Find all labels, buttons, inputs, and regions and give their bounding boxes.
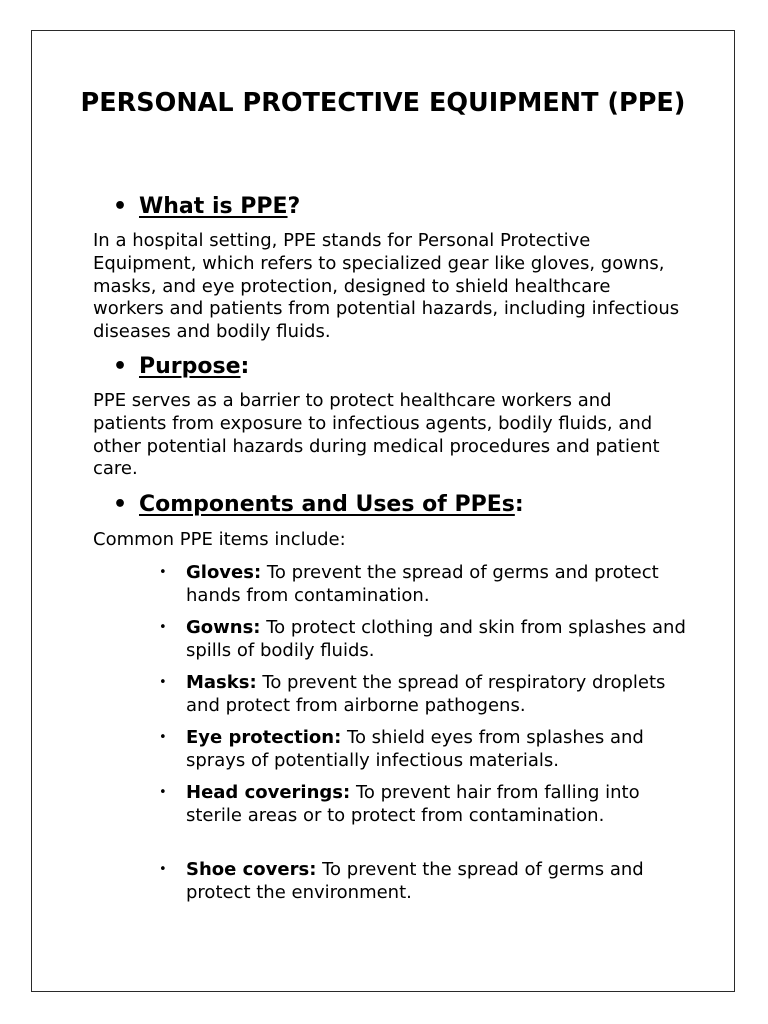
section-heading-suffix: ? — [287, 194, 301, 219]
section-paragraph-what-is-ppe: In a hospital setting, PPE stands for Personal Protective Equipment, which refers to specialized gear like gloves, gowns, masks, and eye protection, designed to shield healthcare workers and patients from potential hazards, including infectious diseases and bodily fluids. — [93, 230, 680, 343]
section-paragraph-components: Common PPE items include: — [93, 529, 346, 550]
item-description: To prevent the spread of germs and protect hands from contamination. — [186, 562, 659, 606]
item-description: To shield eyes from splashes and sprays of potentially infectious materials. — [186, 727, 644, 771]
item-description: To prevent the spread of respiratory droplets and protect from airborne pathogens. — [186, 672, 666, 716]
bullet-icon: • — [113, 492, 128, 517]
section-heading-text: Components and Uses of PPEs — [139, 492, 515, 517]
item-term: Eye protection: — [186, 727, 342, 748]
section-heading-suffix: : — [514, 492, 524, 517]
item-term: Gloves: — [186, 562, 262, 583]
bullet-icon: • — [159, 620, 167, 635]
bullet-icon: • — [159, 785, 167, 800]
item-description: To prevent hair from falling into sterile areas or to protect from contamination. — [186, 782, 640, 826]
item-term: Masks: — [186, 672, 257, 693]
item-description: To prevent the spread of germs and protect the environment. — [186, 859, 644, 903]
section-heading-text: Purpose — [139, 354, 241, 379]
bullet-icon: • — [159, 565, 167, 580]
section-heading-suffix: : — [240, 354, 250, 379]
item-term: Shoe covers: — [186, 859, 317, 880]
item-term: Gowns: — [186, 617, 261, 638]
section-paragraph-purpose: PPE serves as a barrier to protect healthcare workers and patients from exposure to infectious agents, bodily fluids, and other potential hazards during medical procedures and patient care. — [93, 390, 660, 480]
bullet-icon: • — [159, 730, 167, 745]
item-term: Head coverings: — [186, 782, 351, 803]
bullet-icon: • — [113, 354, 128, 379]
bullet-icon: • — [113, 194, 128, 219]
section-heading-text: What is PPE — [139, 194, 288, 219]
bullet-icon: • — [159, 862, 167, 877]
document-title: PERSONAL PROTECTIVE EQUIPMENT (PPE) — [80, 88, 686, 118]
item-description: To protect clothing and skin from splashes and spills of bodily fluids. — [186, 617, 686, 661]
bullet-icon: • — [159, 675, 167, 690]
